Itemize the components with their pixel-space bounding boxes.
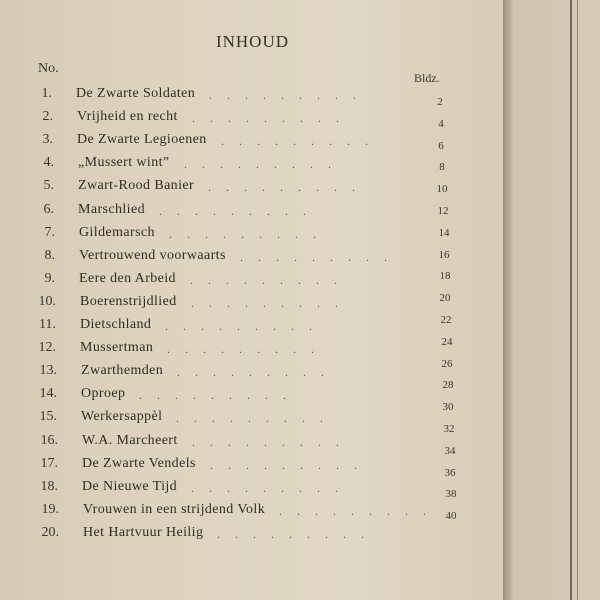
entry-page-number: 4 [438, 117, 444, 130]
entry-title: De Zwarte Vendels [82, 455, 196, 471]
toc-entry [0, 479, 505, 497]
toc-entry [0, 386, 505, 404]
entry-number: 5. [43, 178, 54, 194]
entry-title: Dietschland [80, 317, 152, 332]
adjacent-page-rule-thin [577, 0, 578, 600]
entry-title: Het Hartvuur Heilig [83, 524, 204, 540]
entry-title: Vrouwen in een strijdend Volk [83, 501, 266, 517]
entry-number: 7. [44, 224, 55, 240]
toc-entry [0, 525, 505, 543]
toc-entry [0, 433, 505, 451]
toc-entry [0, 340, 505, 358]
entry-title: De Nieuwe Tijd [82, 478, 178, 494]
entry-page-number: 24 [441, 335, 453, 348]
dot-leader: . . . . . . . . . [169, 226, 322, 241]
entry-title: Boerenstrijdlied [80, 293, 177, 309]
dot-leader: . . . . . . . . . [139, 388, 292, 403]
entry-number: 19. [41, 501, 59, 517]
entry-number: 4. [43, 155, 54, 171]
dot-leader: . . . . . . . . . [192, 111, 345, 126]
entry-page-number: 14 [438, 226, 450, 239]
entry-title: Vrijheid en recht [77, 109, 178, 125]
dot-leader: . . . . . . . . . [240, 249, 393, 264]
entry-title: Marschlied [78, 201, 145, 217]
entry-number: 8. [44, 247, 55, 263]
entry-number: 18. [40, 478, 58, 494]
entry-number: 3. [42, 132, 53, 148]
dot-leader: . . . . . . . . . [184, 157, 337, 172]
dot-leader: . . . . . . . . . [209, 88, 362, 102]
dot-leader: . . . . . . . . . [221, 134, 374, 149]
entry-title: Zwarthemden [81, 363, 164, 379]
entry-number: 14. [39, 386, 57, 402]
entry-number: 6. [43, 201, 54, 217]
entry-page-number: 34 [444, 444, 456, 457]
entry-number: 13. [39, 363, 57, 379]
entry-number: 16. [40, 432, 58, 448]
entry-title: Werkersappèl [81, 409, 163, 425]
dot-leader: . . . . . . . . . [190, 272, 343, 287]
entry-number: 12. [38, 340, 56, 356]
adjacent-page [513, 0, 600, 600]
dot-leader: . . . . . . . . . [191, 295, 344, 310]
entry-number: 1. [41, 86, 52, 101]
entry-page-number: 30 [442, 401, 454, 414]
entry-number: 11. [39, 317, 56, 332]
entry-page-number: 12 [437, 205, 449, 217]
entry-page-number: 38 [445, 488, 457, 501]
entry-page-number: 10 [436, 183, 448, 196]
entry-title: Mussertman [80, 340, 154, 356]
dot-leader: . . . . . . . . . [208, 180, 361, 195]
page-column-header: Bldz. [414, 71, 440, 85]
number-column-header: No. [38, 61, 59, 76]
page-title: INHOUD [215, 32, 290, 51]
entry-page-number: 22 [440, 314, 452, 326]
entry-page-number: 18 [439, 270, 451, 283]
entry-number: 2. [42, 109, 53, 125]
entry-number: 15. [39, 409, 57, 425]
entry-page-number: 28 [442, 379, 454, 392]
dot-leader: . . . . . . . . . [210, 457, 363, 472]
dot-leader: . . . . . . . . . [192, 434, 345, 449]
entry-number: 20. [41, 524, 59, 540]
entry-title: W.A. Marcheert [82, 432, 178, 448]
entry-title: Gildemarsch [79, 224, 155, 240]
entry-title: De Zwarte Soldaten [76, 86, 196, 101]
dot-leader: . . . . . . . . . [279, 503, 432, 518]
toc-entry [0, 317, 505, 335]
dot-leader: . . . . . . . . . [191, 480, 344, 495]
entry-page-number: 26 [441, 357, 453, 370]
adjacent-page-rule [570, 0, 572, 600]
entry-page-number: 40 [445, 510, 457, 523]
entry-number: 10. [38, 293, 56, 309]
dot-leader: . . . . . . . . . [159, 203, 312, 218]
entry-title: Oproep [81, 386, 126, 402]
entry-number: 9. [44, 270, 55, 286]
entry-title: De Zwarte Legioenen [77, 132, 207, 148]
entry-title: „Mussert wint” [78, 155, 170, 171]
entry-page-number: 20 [439, 292, 451, 305]
entry-page-number: 8 [439, 161, 445, 174]
toc-entry [0, 456, 505, 474]
dot-leader: . . . . . . . . . [167, 342, 320, 357]
entry-title: Zwart-Rood Banier [78, 178, 195, 194]
entry-title: Eere den Arbeid [79, 270, 176, 286]
dot-leader: . . . . . . . . . [165, 319, 318, 333]
toc-entry [0, 501, 505, 523]
entry-number: 17. [40, 455, 58, 471]
dot-leader: . . . . . . . . . [217, 526, 370, 541]
entry-page-number: 36 [444, 466, 456, 479]
entry-page-number: 32 [443, 423, 455, 435]
entry-page-number: 16 [438, 248, 450, 261]
entry-page-number: 6 [438, 139, 444, 152]
entry-page-number: 2 [437, 96, 443, 108]
dot-leader: . . . . . . . . . [177, 365, 330, 380]
entry-title: Vertrouwend voorwaarts [79, 247, 226, 263]
toc-entry [0, 363, 505, 381]
toc-entry [0, 409, 505, 427]
dot-leader: . . . . . . . . . [176, 411, 329, 426]
